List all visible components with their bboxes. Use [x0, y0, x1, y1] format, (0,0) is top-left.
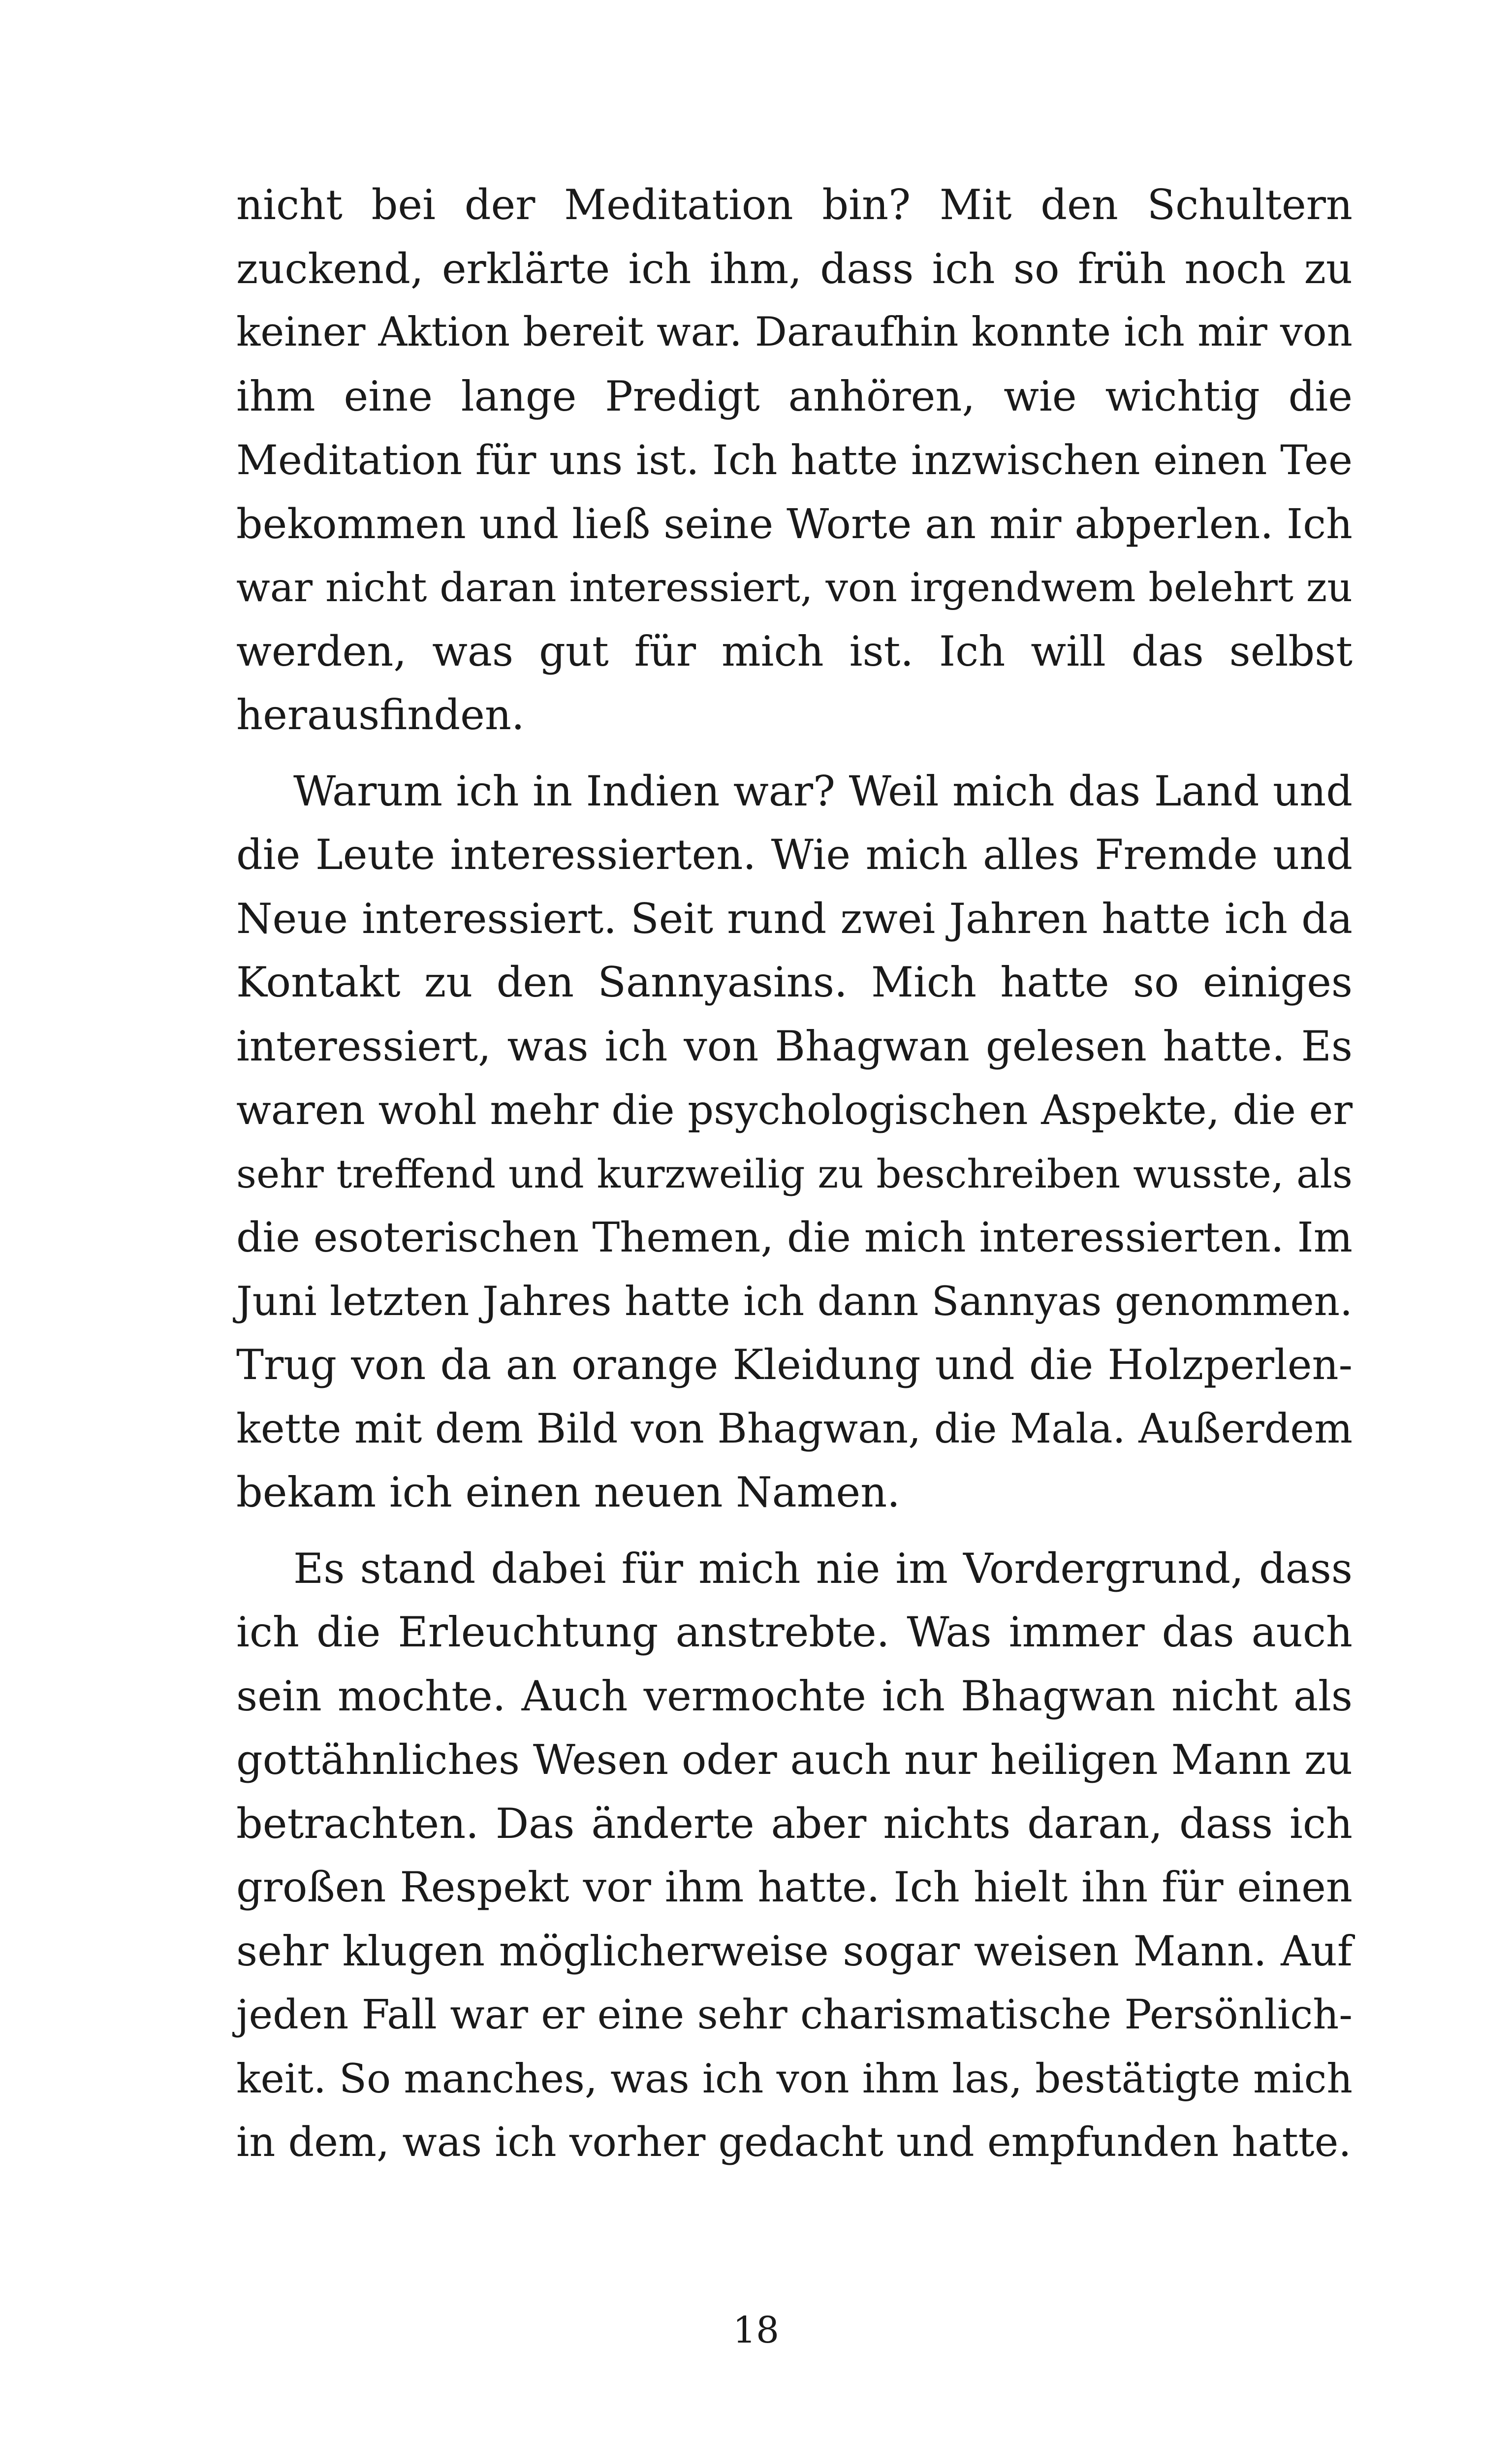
text-line: Meditation für uns ist. Ich hatte inzwischen einen Tee: [236, 436, 1353, 484]
text-line: nicht bei der Meditation bin? Mit den Schultern: [236, 181, 1353, 229]
text-line: kette mit dem Bild von Bhagwan, die Mala. Außerdem: [236, 1405, 1353, 1452]
text-line: Kontakt zu den Sannyasins. Mich hatte so einiges: [236, 958, 1353, 1006]
text-line: sein mochte. Auch vermochte ich Bhagwan nicht als: [236, 1672, 1353, 1720]
text-line: sehr treffend und kurzweilig zu beschreiben wusste, als: [236, 1151, 1353, 1197]
text-line: herausfinden.: [236, 691, 525, 739]
text-line: die esoterischen Themen, die mich interessierten. Im: [236, 1213, 1353, 1261]
text-line: waren wohl mehr die psychologischen Aspekte, die er: [236, 1086, 1353, 1134]
text-line: Warum ich in Indien war? Weil mich das Land und: [293, 767, 1353, 815]
paragraph-2: [236, 760, 1353, 1525]
text-line: werden, was gut für mich ist. Ich will das selbst: [236, 627, 1353, 675]
text-line: ich die Erleuchtung anstrebte. Was immer das auch: [236, 1608, 1353, 1656]
text-line: sehr klugen möglicherweise sogar weisen Mann. Auf: [236, 1927, 1353, 1975]
text-line: ihm eine lange Predigt anhören, wie wichtig die: [236, 372, 1353, 420]
text-line: Trug von da an orange Kleidung und die Holzperlen-: [236, 1341, 1353, 1389]
paragraph-3: [236, 1537, 1353, 2175]
text-line: die Leute interessierten. Wie mich alles Fremde und: [236, 831, 1353, 879]
body-text: [236, 173, 1353, 2175]
text-line: war nicht daran interessiert, von irgendwem belehrt zu: [236, 564, 1353, 611]
text-line: Es stand dabei für mich nie im Vordergrund, dass: [293, 1544, 1353, 1593]
text-line: keiner Aktion bereit war. Daraufhin konnte ich mir von: [236, 309, 1353, 355]
text-line: keit. So manches, was ich von ihm las, bestätigte mich: [236, 2055, 1353, 2102]
text-line: gottähnliches Wesen oder auch nur heiligen Mann zu: [236, 1736, 1353, 1784]
text-line: bekam ich einen neuen Namen.: [236, 1468, 900, 1516]
text-line: Juni letzten Jahres hatte ich dann Sannyas genommen.: [236, 1278, 1353, 1325]
text-line: jeden Fall war er eine sehr charismatische Persönlich-: [236, 1992, 1353, 2038]
text-line: zuckend, erklärte ich ihm, dass ich so früh noch zu: [236, 244, 1353, 293]
text-line: bekommen und ließ seine Worte an mir abperlen. Ich: [236, 499, 1353, 548]
paragraph-1: [236, 173, 1353, 747]
text-line: in dem, was ich vorher gedacht und empfunden hatte.: [236, 2119, 1352, 2166]
text-line: betrachten. Das änderte aber nichts daran, dass ich: [236, 1799, 1353, 1848]
text-line: interessiert, was ich von Bhagwan gelesen hatte. Es: [236, 1022, 1353, 1070]
page-number: 18: [732, 2309, 780, 2351]
text-line: großen Respekt vor ihm hatte. Ich hielt ihn für einen: [236, 1863, 1353, 1911]
text-line: Neue interessiert. Seit rund zwei Jahren hatte ich da: [236, 894, 1353, 943]
